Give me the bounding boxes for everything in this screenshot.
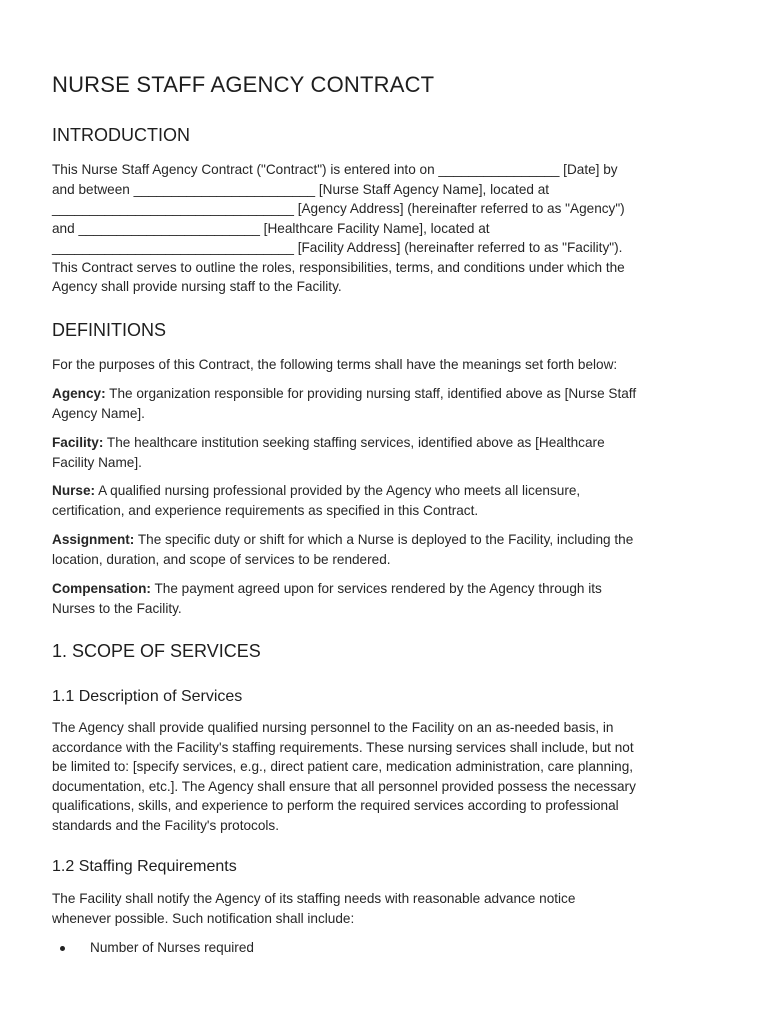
description-line: standards and the Facility's protocols.	[52, 817, 280, 833]
definition-term: Agency:	[52, 386, 106, 401]
definition-term: Compensation:	[52, 581, 151, 596]
staffing-paragraph	[52, 889, 722, 928]
staffing-heading: 1.2 Staffing Requirements	[52, 858, 237, 875]
description-line: accordance with the Facility's staffing requirements. These nursing services shall include, but not	[52, 739, 634, 755]
definition-text: The specific duty or shift for which a Nurse is deployed to the Facility, including the	[134, 532, 634, 547]
introduction-heading: INTRODUCTION	[52, 125, 190, 145]
staffing-line: whenever possible. Such notification shall include:	[52, 910, 355, 926]
definition-text: Nurses to the Facility.	[52, 600, 182, 616]
definition-text: The healthcare institution seeking staffing services, identified above as [Healthcare	[103, 435, 605, 450]
scope-heading: 1. SCOPE OF SERVICES	[52, 641, 261, 661]
definition-text: certification, and experience requirements as specified in this Contract.	[52, 502, 479, 518]
introduction-paragraph	[52, 160, 722, 297]
definition-text: A qualified nursing professional provided by the Agency who meets all licensure,	[95, 483, 581, 498]
introduction-line: This Nurse Staff Agency Contract ("Contract") is entered into on ________________ [Date] by	[52, 162, 618, 177]
definition-compensation	[52, 579, 722, 618]
definitions-heading: DEFINITIONS	[52, 320, 167, 340]
staffing-line: The Facility shall notify the Agency of its staffing needs with reasonable advance notice	[52, 891, 576, 906]
introduction-line: and ________________________ [Healthcare Facility Name], located at	[52, 220, 490, 236]
description-line: The Agency shall provide qualified nursing personnel to the Facility on an as-needed basis, in	[52, 720, 614, 735]
definition-term: Facility:	[52, 435, 104, 450]
definition-text: The payment agreed upon for services rendered by the Agency through its	[150, 581, 602, 596]
introduction-line: and between ________________________ [Nurse Staff Agency Name], located at	[52, 181, 550, 197]
list-item-text: Number of Nurses required	[90, 940, 254, 955]
definitions-intro-text: For the purposes of this Contract, the following terms shall have the meanings set forth below:	[52, 357, 618, 372]
definitions-intro	[52, 355, 722, 375]
bullet-icon	[60, 946, 65, 951]
description-paragraph	[52, 718, 722, 835]
definition-text: Agency Name].	[52, 405, 145, 421]
description-line: qualifications, skills, and experience to perform the required services according to professional	[52, 798, 619, 813]
definition-nurse	[52, 481, 722, 520]
definition-text: Facility Name].	[52, 454, 142, 470]
introduction-line: This Contract serves to outline the roles, responsibilities, terms, and conditions under which the	[52, 259, 625, 275]
definition-term: Assignment:	[52, 532, 135, 547]
description-line: be limited to: [specify services, e.g., direct patient care, medication administration, care planning,	[52, 759, 634, 774]
introduction-line: Agency shall provide nursing staff to the Facility.	[52, 279, 342, 294]
document-title: NURSE STAFF AGENCY CONTRACT	[52, 72, 435, 97]
introduction-line: ________________________________ [Facility Address] (hereinafter referred to as "Facility").	[52, 240, 623, 255]
definition-text: The organization responsible for providing nursing staff, identified above as [Nurse Staff	[105, 386, 637, 401]
definition-term: Nurse:	[52, 483, 96, 498]
description-heading: 1.1 Description of Services	[52, 688, 243, 705]
definition-agency	[52, 384, 722, 423]
definition-facility	[52, 433, 722, 472]
description-line: documentation, etc.]. The Agency shall ensure that all personnel provided possess the necessary	[52, 778, 636, 794]
definition-text: location, duration, and scope of services to be rendered.	[52, 551, 391, 567]
introduction-line: ________________________________ [Agency Address] (hereinafter referred to as "Agency")	[52, 201, 625, 216]
definition-assignment	[52, 530, 722, 569]
